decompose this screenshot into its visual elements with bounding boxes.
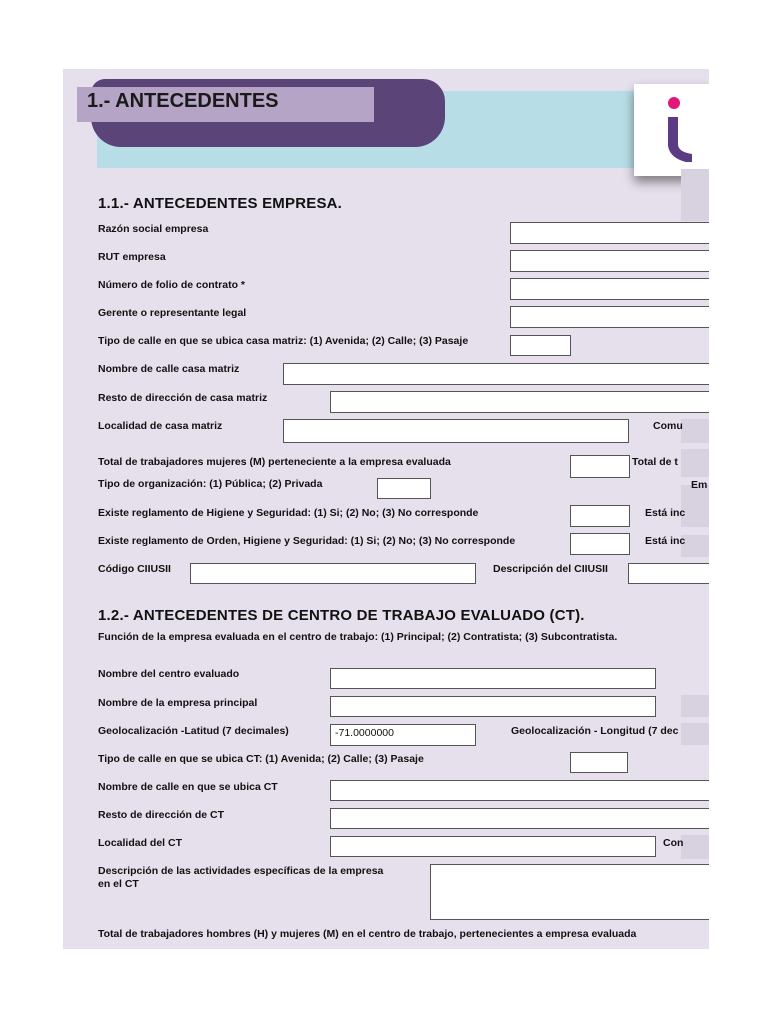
- label-total-hm: Total de trabajadores hombres (H) y mujeres (M) en el centro de trabajo, pertenecientes a empresa evaluada: [98, 928, 637, 940]
- label-empresa-principal: Nombre de la empresa principal: [98, 697, 258, 709]
- latitud-field[interactable]: -71.0000000: [330, 724, 476, 746]
- label-nombre-calle: Nombre de calle casa matriz: [98, 363, 240, 375]
- label-reglamento-higiene: Existe reglamento de Higiene y Seguridad: (1) Si; (2) No; (3) No corresponde: [98, 507, 479, 519]
- label-nombre-calle-ct: Nombre de calle en que se ubica CT: [98, 781, 278, 793]
- tipo-organizacion-field[interactable]: [377, 478, 431, 499]
- label-longitud: Geolocalización - Longitud (7 dec: [511, 725, 679, 737]
- label-esta-incluido-2: Está inc: [645, 535, 686, 547]
- gerente-field[interactable]: [510, 306, 709, 328]
- section-heading-centro: 1.2.- ANTECEDENTES DE CENTRO DE TRABAJO EVALUADO (CT).: [98, 607, 585, 624]
- descripcion-ciiu-field[interactable]: [628, 563, 709, 584]
- nombre-calle-field[interactable]: [283, 363, 709, 385]
- reglamento-higiene-field[interactable]: [570, 505, 630, 527]
- resto-direccion-ct-field[interactable]: [330, 808, 709, 829]
- label-tipo-calle: Tipo de calle en que se ubica casa matriz: (1) Avenida; (2) Calle; (3) Pasaje: [98, 335, 469, 347]
- nombre-centro-field[interactable]: [330, 668, 656, 689]
- label-empresa: Em: [691, 479, 708, 491]
- tipo-calle-field[interactable]: [510, 335, 571, 356]
- nombre-calle-ct-field[interactable]: [330, 780, 709, 801]
- label-nombre-centro: Nombre del centro evaluado: [98, 668, 240, 680]
- label-tipo-calle-ct: Tipo de calle en que se ubica CT: (1) Avenida; (2) Calle; (3) Pasaje: [98, 753, 424, 765]
- reglamento-orden-field[interactable]: [570, 533, 630, 555]
- total-mujeres-field[interactable]: [570, 455, 630, 478]
- label-descripcion-ciiu: Descripción del CIIUSII: [493, 563, 608, 575]
- label-reglamento-orden: Existe reglamento de Orden, Higiene y Seguridad: (1) Si; (2) No; (3) No corresponde: [98, 535, 516, 547]
- page-title: 1.- ANTECEDENTES: [87, 90, 279, 112]
- label-resto-direccion: Resto de dirección de casa matriz: [98, 392, 268, 404]
- label-resto-direccion-ct: Resto de dirección de CT: [98, 809, 225, 821]
- label-total-mujeres: Total de trabajadores mujeres (M) perteneciente a la empresa evaluada: [98, 456, 451, 468]
- institution-logo-icon: [634, 84, 709, 176]
- label-comuna: Comu: [653, 420, 683, 432]
- right-strip: [681, 449, 709, 477]
- right-strip: [681, 419, 709, 443]
- label-codigo-ciiu: Código CIIUSII: [98, 563, 171, 575]
- label-comuna-ct: Con: [663, 837, 684, 849]
- right-strip: [681, 695, 709, 717]
- localidad-ct-field[interactable]: [330, 836, 656, 857]
- label-localidad-ct: Localidad del CT: [98, 837, 183, 849]
- label-folio: Número de folio de contrato *: [98, 279, 246, 291]
- rut-field[interactable]: [510, 250, 709, 272]
- localidad-field[interactable]: [283, 419, 629, 443]
- section-heading-empresa: 1.1.- ANTECEDENTES EMPRESA.: [98, 195, 343, 212]
- empresa-principal-field[interactable]: [330, 696, 656, 717]
- resto-direccion-field[interactable]: [330, 391, 709, 413]
- right-strip: [681, 723, 709, 745]
- descripcion-actividades-field[interactable]: [430, 864, 709, 920]
- label-localidad: Localidad de casa matriz: [98, 420, 223, 432]
- label-descripcion-actividades: Descripción de las actividades específicas de la empresa en el CT: [98, 865, 384, 890]
- label-funcion: Función de la empresa evaluada en el centro de trabajo: (1) Principal; (2) Contratista; (3) Subcontratista.: [98, 631, 618, 643]
- razon-social-field[interactable]: [510, 222, 709, 244]
- right-strip: [681, 835, 709, 859]
- tipo-calle-ct-field[interactable]: [570, 752, 628, 773]
- folio-field[interactable]: [510, 278, 709, 300]
- label-gerente: Gerente o representante legal: [98, 307, 247, 319]
- label-total-trabajadores: Total de t: [632, 456, 678, 468]
- label-esta-incluido-1: Está inc: [645, 507, 686, 519]
- label-tipo-organizacion: Tipo de organización: (1) Pública; (2) Privada: [98, 478, 323, 490]
- codigo-ciiu-field[interactable]: [190, 563, 476, 584]
- logo-card: [634, 84, 709, 176]
- form-sheet: [63, 69, 709, 949]
- right-strip: [681, 169, 709, 221]
- label-latitud: Geolocalización -Latitud (7 decimales): [98, 725, 289, 737]
- label-razon-social: Razón social empresa: [98, 223, 209, 235]
- label-rut: RUT empresa: [98, 251, 166, 263]
